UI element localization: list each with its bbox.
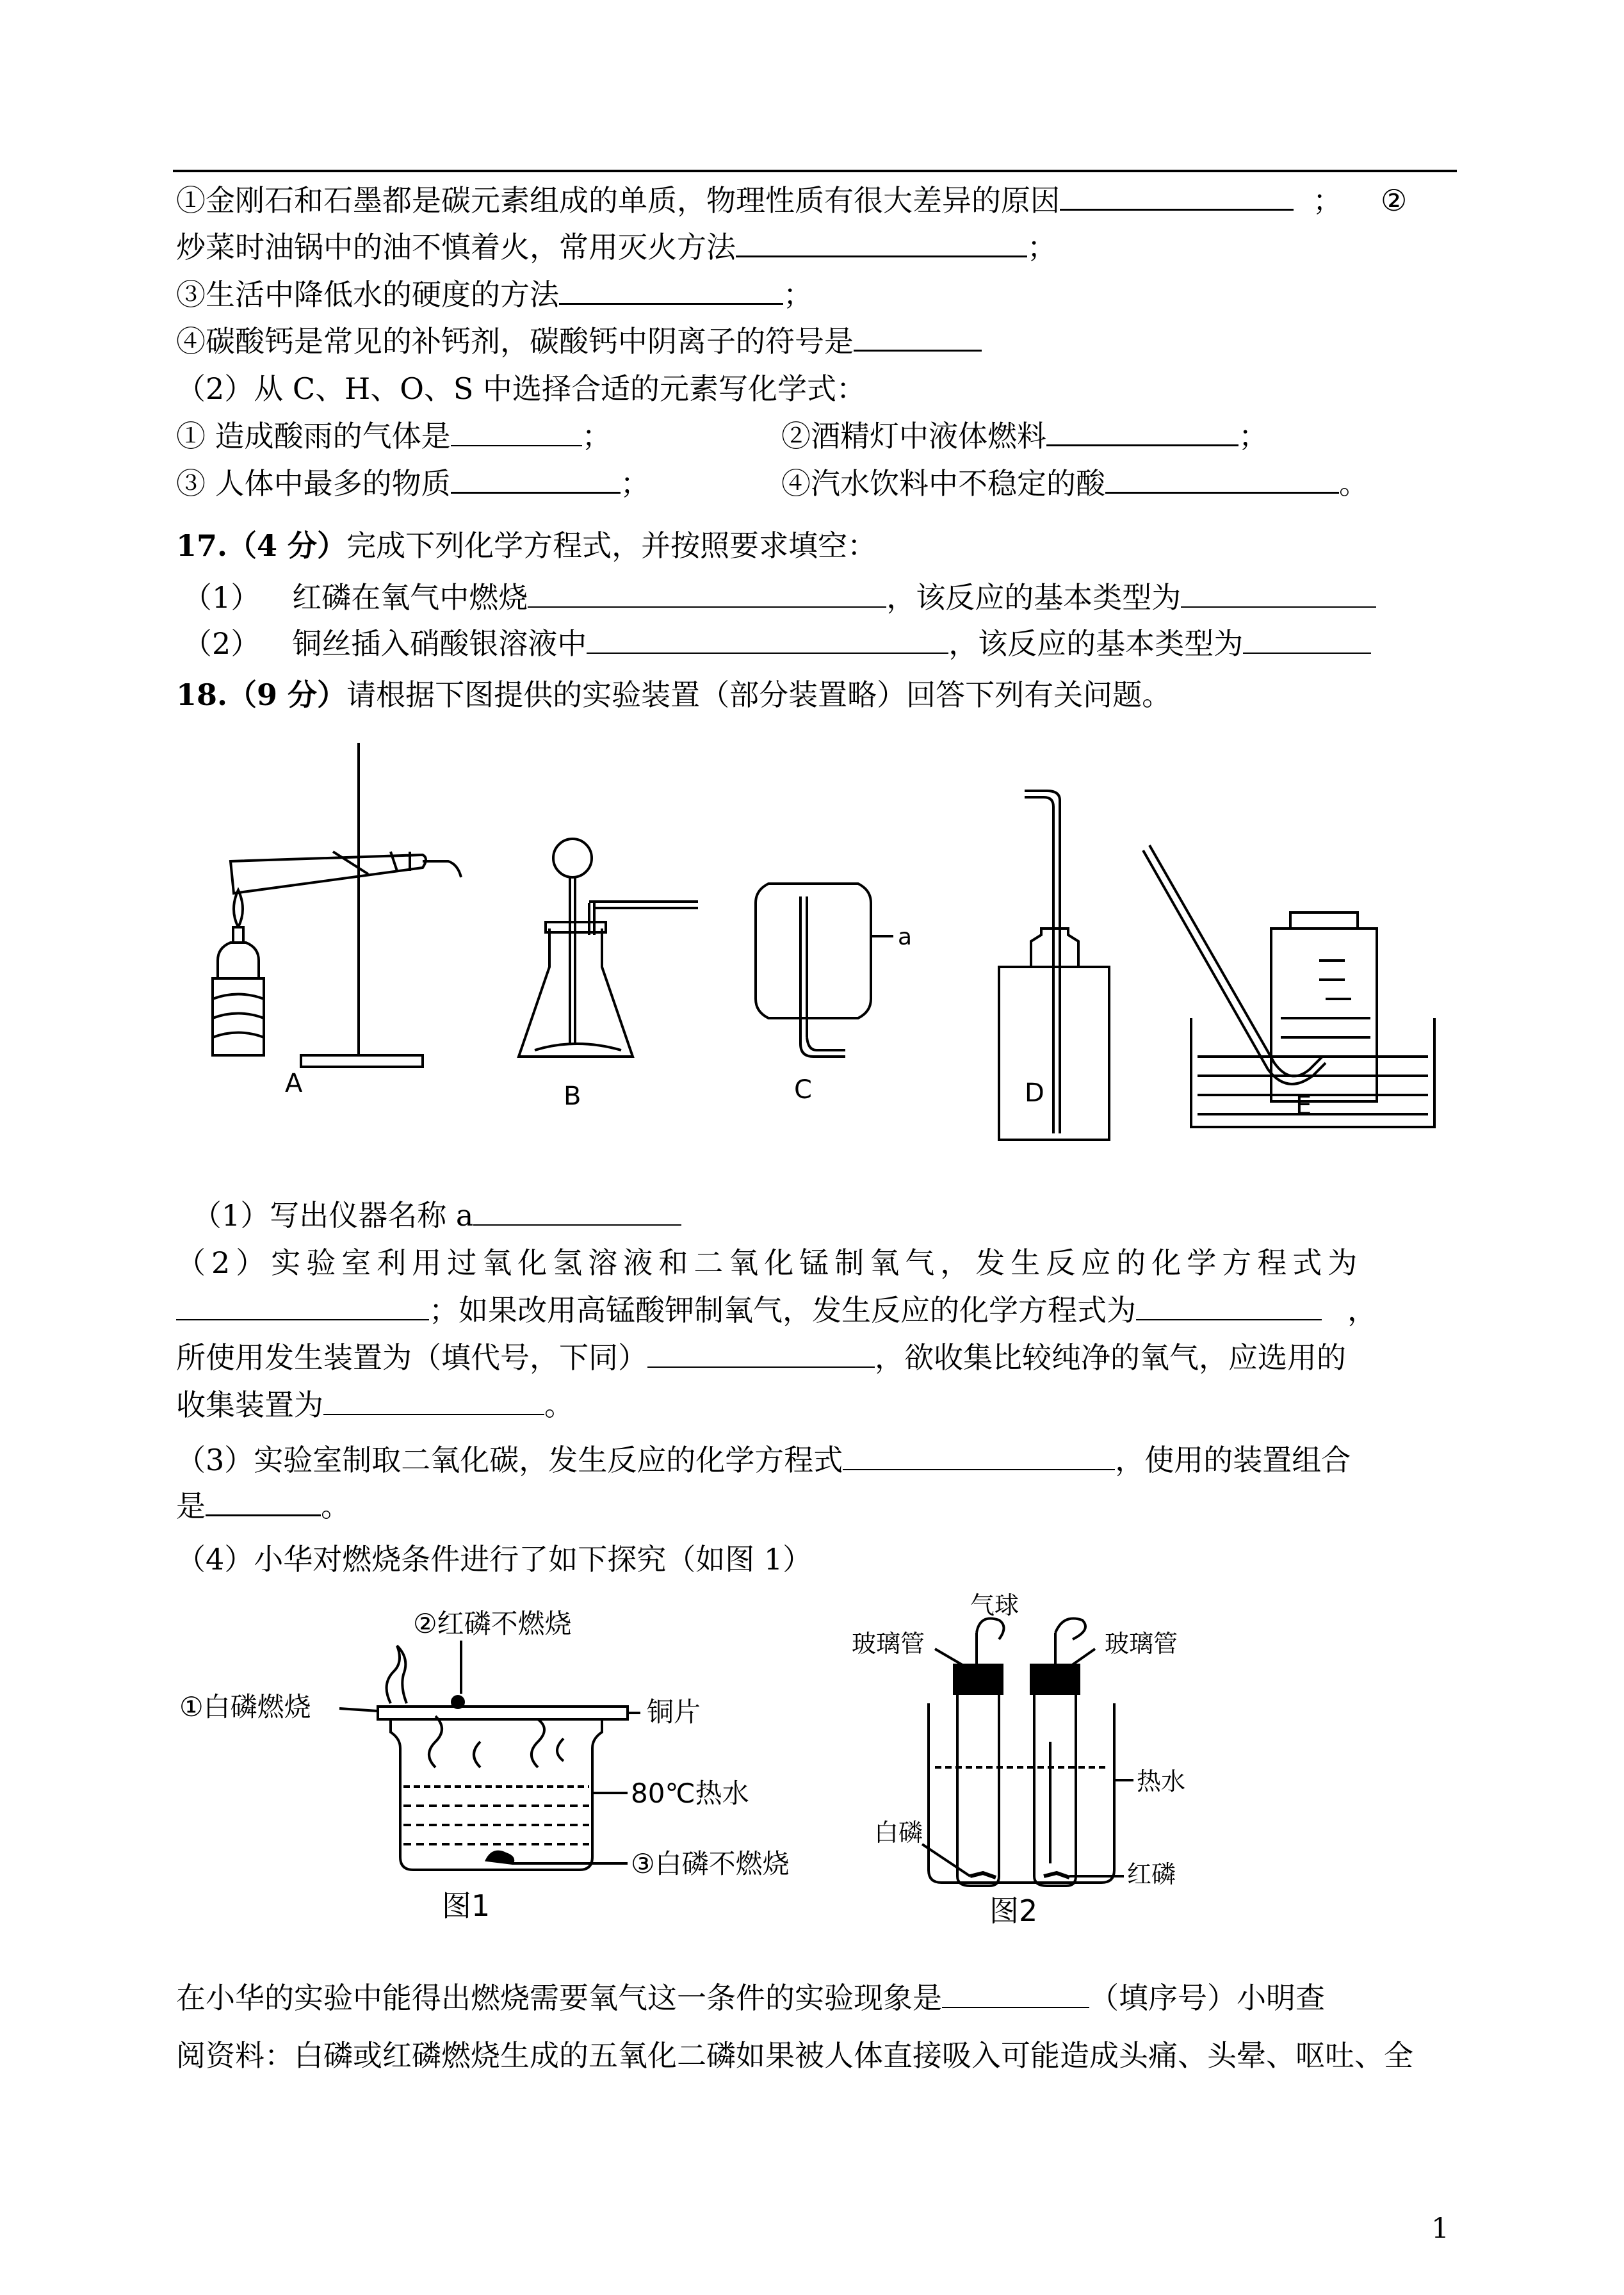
fig1-label-white-p-burn: ①白磷燃烧 xyxy=(179,1691,311,1723)
label-b: B xyxy=(564,1082,581,1111)
blank[interactable] xyxy=(176,1292,429,1320)
fig1-label-white-p-noburn: ③白磷不燃烧 xyxy=(631,1848,790,1879)
q18-s2-line-2: ；如果改用高锰酸钾制氧气，发生反应的化学方程式为 ， xyxy=(176,1291,1377,1329)
label-a: A xyxy=(285,1069,303,1098)
blank[interactable] xyxy=(736,229,1027,257)
q17-row-1: （1） 红磷在氧气中燃烧 ，该反应的基本类型为 xyxy=(183,578,1376,617)
blank[interactable] xyxy=(1136,1292,1322,1320)
blank[interactable] xyxy=(559,276,783,305)
fig2-label-red-p: 红磷 xyxy=(1127,1860,1176,1888)
fig1-label-hot-water: 80℃热水 xyxy=(631,1778,749,1809)
q18-s3-line-2: 是 。 xyxy=(176,1489,350,1523)
tail-line-2: 阅资料：白磷或红磷燃烧生成的五氧化二磷如果被人体直接吸入可能造成头痛、头晕、呕吐、全 xyxy=(176,2038,1413,2073)
apparatus-figure xyxy=(179,736,1454,1146)
blank[interactable] xyxy=(206,1488,321,1516)
q16-answers-row-2: ③ 人体中最多的物质 ； xyxy=(176,466,650,501)
fig2-label-white-p: 白磷 xyxy=(874,1819,923,1847)
fig1-label-copper: 铜片 xyxy=(647,1696,701,1728)
label-e: E xyxy=(1295,1091,1312,1121)
blank[interactable] xyxy=(942,1980,1089,2008)
q17-title: 17.（4 分）完成下列化学方程式，并按照要求填空： xyxy=(176,528,877,563)
blank[interactable] xyxy=(854,323,982,352)
apparatus-e-drawing xyxy=(1143,845,1434,1127)
q16-answers-row-1: ① 造成酸雨的气体是 ； xyxy=(176,419,612,453)
blank[interactable] xyxy=(843,1442,1115,1470)
fig2-label-balloon: 气球 xyxy=(970,1591,1019,1619)
figure-1 xyxy=(179,1601,790,1923)
tail-line-1: 在小华的实验中能得出燃烧需要氧气这一条件的实验现象是 （填序号）小明查 xyxy=(176,1981,1325,2015)
figure-2 xyxy=(852,1591,1262,1928)
apparatus-d-drawing xyxy=(999,791,1109,1140)
blank[interactable] xyxy=(1181,580,1376,608)
fig1-label-red-p: ②红磷不燃烧 xyxy=(413,1608,572,1639)
label-instrument-a: a xyxy=(898,924,913,950)
label-c: C xyxy=(794,1075,812,1105)
fig2-label-tube-left: 玻璃管 xyxy=(852,1630,925,1658)
q18-title: 18.（9 分）请根据下图提供的实验装置（部分装置略）回答下列有关问题。 xyxy=(176,677,1172,712)
blank[interactable] xyxy=(647,1340,875,1368)
apparatus-c-drawing xyxy=(756,884,893,1057)
q16-line-1: ①金刚石和石墨都是碳元素组成的单质，物理性质有很大差异的原因 ； ② xyxy=(176,183,1408,218)
blank[interactable] xyxy=(1060,182,1294,211)
q16-answers-row-2b: ④汽水饮料中不稳定的酸 。 xyxy=(781,466,1368,501)
blank[interactable] xyxy=(587,626,948,654)
fig2-label-tube-right: 玻璃管 xyxy=(1105,1630,1178,1658)
blank[interactable] xyxy=(323,1387,544,1415)
q18-s2-line-3: 所使用发生装置为（填代号，下同） ，欲收集比较纯净的氧气，应选用的 xyxy=(176,1340,1346,1375)
header-rule xyxy=(173,170,1457,172)
blank[interactable] xyxy=(451,465,621,494)
blank[interactable] xyxy=(1105,465,1339,494)
q16-line-4: ④碳酸钙是常见的补钙剂，碳酸钙中阴离子的符号是 xyxy=(176,322,982,361)
q18-s2-line-4: 收集装置为 。 xyxy=(176,1388,574,1422)
label-d: D xyxy=(1025,1078,1044,1108)
q18-s2-line-1: （2）实验室利用过氧化氢溶液和二氧化锰制氧气，发生反应的化学方程式为 xyxy=(176,1245,1363,1280)
fig2-caption: 图2 xyxy=(989,1894,1038,1928)
q18-s4: （4）小华对燃烧条件进行了如下探究（如图 1） xyxy=(176,1542,813,1577)
q16-answers-row-1b: ②酒精灯中液体燃料 ； xyxy=(781,419,1268,453)
q16-part2-title: （2）从 C、H、O、S 中选择合适的元素写化学式： xyxy=(176,371,866,406)
blank[interactable] xyxy=(473,1197,681,1226)
q18-s3-line-1: （3）实验室制取二氧化碳，发生反应的化学方程式 ，使用的装置组合 xyxy=(176,1443,1351,1477)
q18-s1: （1）写出仪器名称 a xyxy=(192,1196,681,1235)
q17-row-2: （2） 铜丝插入硝酸银溶液中 ，该反应的基本类型为 xyxy=(183,624,1371,663)
blank[interactable] xyxy=(528,580,886,608)
fig2-label-hot-water: 热水 xyxy=(1137,1767,1186,1796)
page-number: 1 xyxy=(1431,2212,1449,2245)
blank[interactable] xyxy=(1046,418,1238,446)
q16-line-2: 炒菜时油锅中的油不慎着火，常用灭火方法 ； xyxy=(176,230,1057,264)
apparatus-b-drawing xyxy=(519,839,698,1057)
fig1-caption: 图1 xyxy=(442,1888,491,1923)
q16-line-3: ③生活中降低水的硬度的方法 ； xyxy=(176,277,813,312)
blank[interactable] xyxy=(1243,626,1371,654)
apparatus-a-drawing xyxy=(213,743,461,1067)
blank[interactable] xyxy=(451,418,582,446)
